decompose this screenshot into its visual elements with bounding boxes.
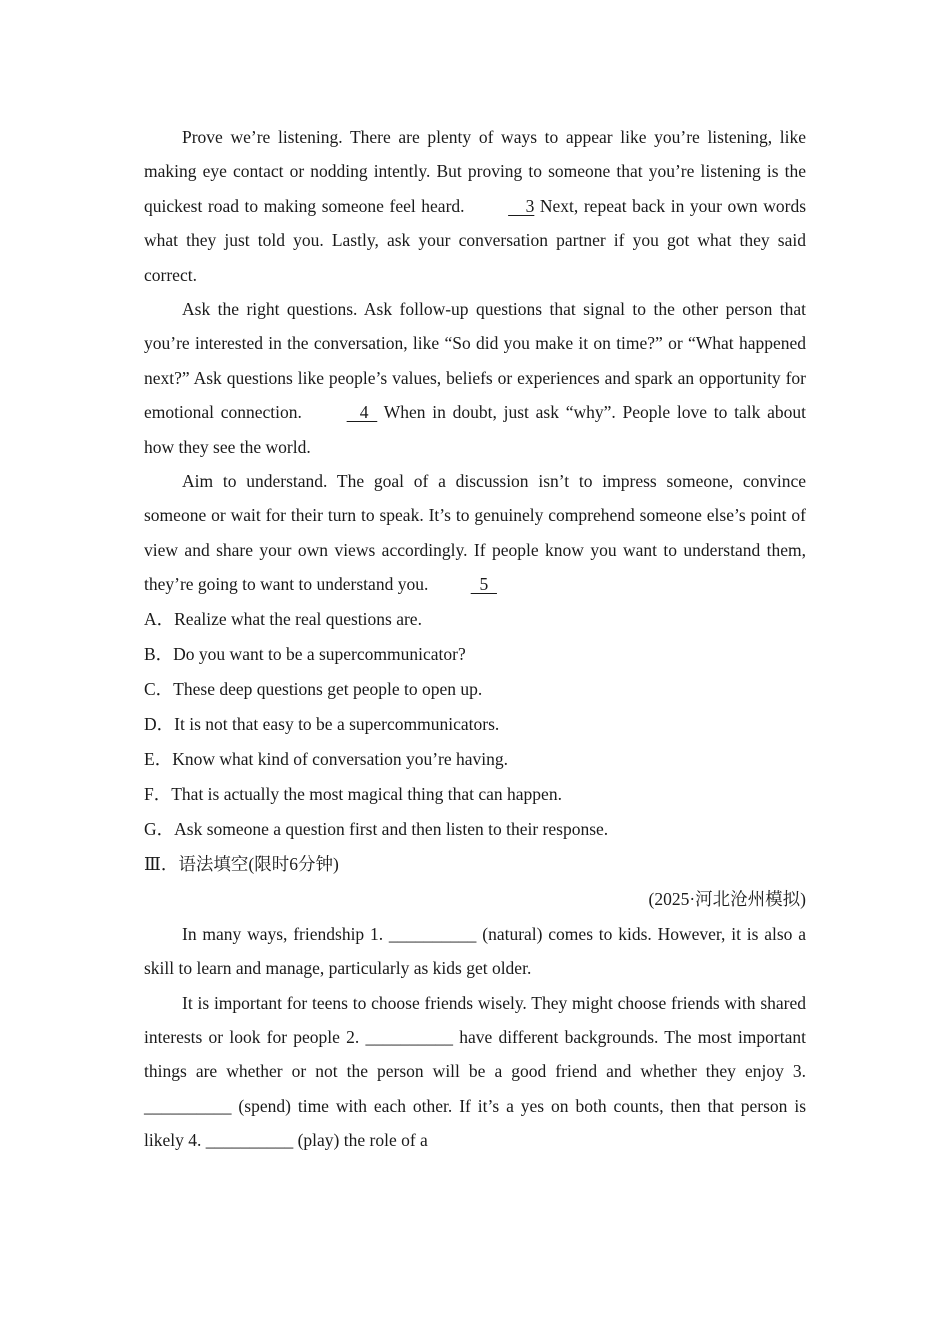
paragraph-text: Next, repeat back in your own words what they just told you. Lastly, ask your conversation partner if you got what they said correct. xyxy=(144,195,807,285)
option-f: F．That is actually the most magical thing that can happen. xyxy=(144,783,562,804)
option-g: G．Ask someone a question first and then listen to their response. xyxy=(144,818,609,839)
option-b: B．Do you want to be a supercommunicator? xyxy=(144,643,466,664)
section-title: Ⅲ．语法填空(限时6分钟) xyxy=(144,853,339,874)
paragraph-text: Aim to understand. The goal of a discussion isn’t to impress someone, convince someone or wait for their turn to speak. It’s to genuinely comprehend someone else’s point of view and share your own views accordingly. If people know you want to understand them, they’re going to want to understand you. xyxy=(144,471,806,595)
grammar-paragraph-1: In many ways, friendship 1. __________ (natural) comes to kids. However, it is also a skill to learn and manage, particularly as kids get older. xyxy=(144,923,806,979)
blank-5: 5 xyxy=(470,574,497,595)
blank-4: 4 xyxy=(346,402,378,423)
blank-3: 3 xyxy=(508,195,535,216)
passage-paragraph-3 xyxy=(144,464,806,602)
option-c: C．These deep questions get people to open up. xyxy=(144,678,483,699)
paragraph-text: Prove we’re listening. There are plenty of ways to appear like you’re listening, like making eye contact or nodding intently. But proving to someone that you’re listening is the quickest road to making someone feel heard. xyxy=(144,127,806,216)
document-body xyxy=(144,120,806,1158)
paragraph-text: Ask the right questions. Ask follow-up questions that signal to the other person that you’re interested in the conversation, like “So did you make it on time?” or “What happened next?” Ask questions like people’s values, beliefs or experiences and spark an opportunity for emotional connection. xyxy=(144,299,806,423)
passage-paragraph-1 xyxy=(144,120,806,292)
option-a: A．Realize what the real questions are. xyxy=(144,608,422,629)
paragraph-text: When in doubt, just ask “why”. People love to talk about how they see the world. xyxy=(144,402,806,457)
grammar-paragraph-2: It is important for teens to choose friends wisely. They might choose friends with shared interests or look for people 2. __________ have different backgrounds. The most important things are whether or not the person will be a good friend and whether they enjoy 3. __________ (spend) time with each other. If it’s a yes on both counts, then that person is likely 4. __________ (play) the role of a xyxy=(144,992,806,1151)
passage-paragraph-2 xyxy=(144,292,806,464)
option-d: D．It is not that easy to be a supercommunicators. xyxy=(144,713,500,734)
source-note: (2025·河北沧州模拟) xyxy=(648,888,806,909)
option-e: E．Know what kind of conversation you’re having. xyxy=(144,748,509,769)
